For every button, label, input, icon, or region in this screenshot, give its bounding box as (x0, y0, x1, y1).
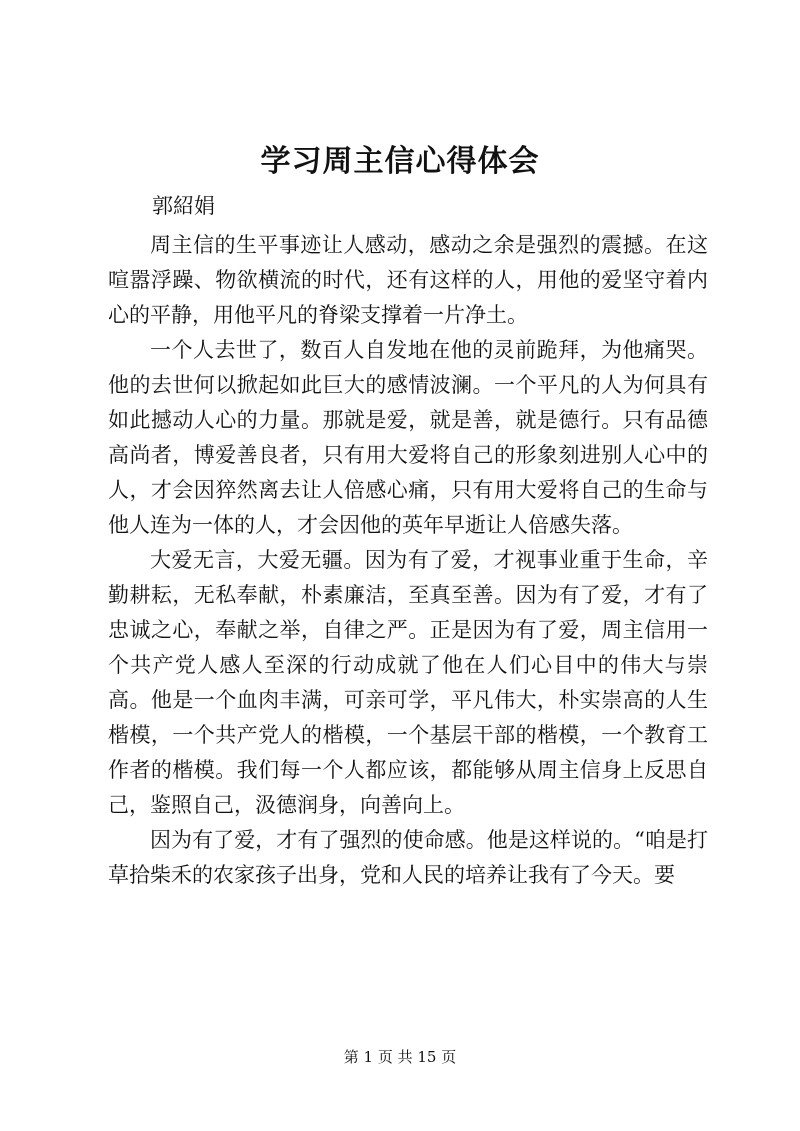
paragraph-4: 因为有了爱，才有了强烈的使命感。他是这样说的。“咱是打草拾柴禾的农家孩子出身，党和人民的培养让我有了今天。要 (108, 828, 708, 887)
document-title: 学习周主信心得体会 (260, 144, 540, 179)
page-number-footer: 第 1 页 共 15 页 (343, 1048, 457, 1066)
paragraph-2: 一个人去世了，数百人自发地在他的灵前跪拜，为他痛哭。他的去世何以掀起如此巨大的感情波澜。一个平凡的人为何具有如此撼动人心的力量。那就是爱，就是善，就是德行。只有品德高尚者，博爱善良者，只有用大爱将自己的形象刻进别人心中的人，才会因猝然离去让人倍感心痛，只有用大爱将自己的生命与他人连为一体的人，才会因他的英年早逝让人倍感失落。 (108, 338, 708, 537)
document-body (108, 228, 708, 893)
author-name: 郭紹娟 (152, 194, 215, 218)
paragraph-1: 周主信的生平事迹让人感动，感动之余是强烈的震撼。在这喧嚣浮躁、物欲横流的时代，还有这样的人，用他的爱坚守着内心的平静，用他平凡的脊梁支撑着一片净土。 (108, 233, 708, 327)
paragraph-3: 大爱无言，大爱无疆。因为有了爱，才视事业重于生命，辛勤耕耘，无私奉献，朴素廉洁，至真至善。因为有了爱，才有了忠诚之心，奉献之举，自律之严。正是因为有了爱，周主信用一个共产党人感人至深的行动成就了他在人们心目中的伟大与崇高。他是一个血肉丰满，可亲可学，平凡伟大，朴实崇高的人生楷模，一个共产党人的楷模，一个基层干部的楷模，一个教育工作者的楷模。我们每一个人都应该，都能够从周主信身上反思自己，鉴照自己，汲德润身，向善向上。 (108, 548, 708, 817)
